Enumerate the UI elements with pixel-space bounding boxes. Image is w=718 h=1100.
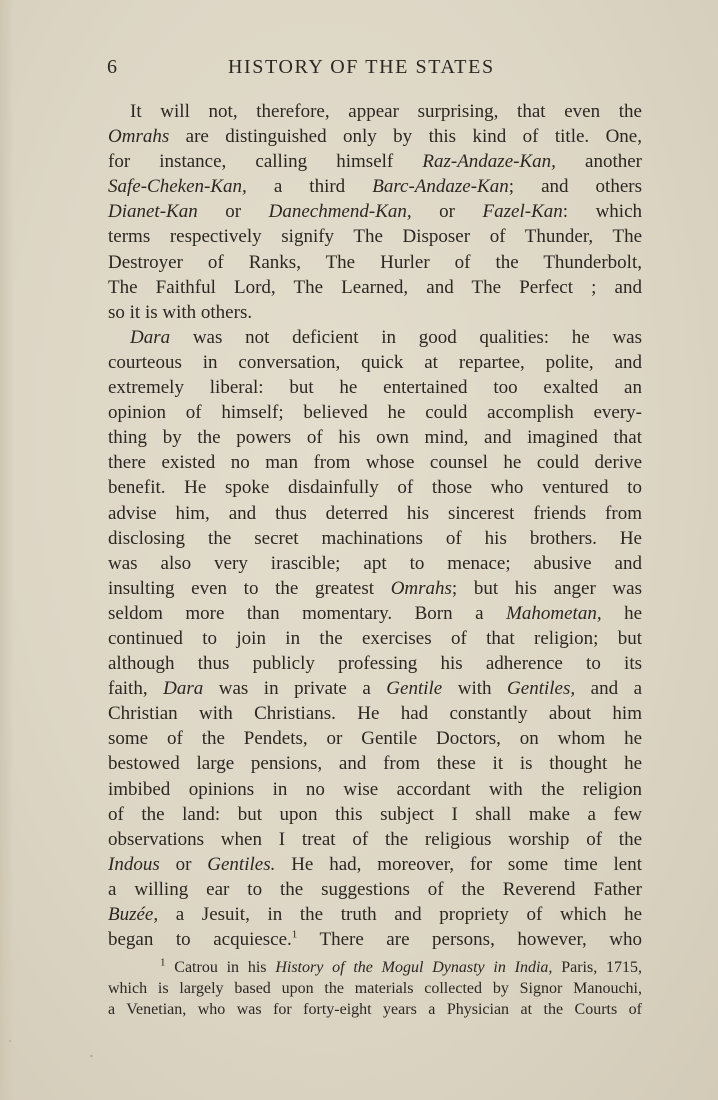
- text-line: so it is with others.: [108, 301, 253, 323]
- text-line: bestowed large pensions, and from these it is thought he: [108, 753, 642, 775]
- text-line: observations when I treat of the religious worship of the: [108, 828, 642, 850]
- page-edge-shadow: [0, 0, 14, 1100]
- text-line: some of the Pendets, or Gentile Doctors, on whom he: [108, 728, 642, 750]
- text-line: Safe-Cheken-Kan, a third Barc-Andaze-Kan; and others: [108, 176, 642, 198]
- text-line: extremely liberal: but he entertained too exalted an: [108, 377, 642, 399]
- text-line: Destroyer of Ranks, The Hurler of the Thunderbolt,: [108, 251, 642, 273]
- paper-speck: [90, 1055, 93, 1057]
- text-line: advise him, and thus deterred his sincerest friends from: [108, 502, 642, 524]
- text-line: seldom more than momentary. Born a Mahometan, he: [108, 602, 643, 624]
- text-line: insulting even to the greatest Omrahs; but his anger was: [108, 577, 642, 599]
- text-line: The Faithful Lord, The Learned, and The Perfect ; and: [108, 276, 642, 298]
- text-line: Indous or Gentiles. He had, moreover, for some time lent: [108, 853, 642, 875]
- running-head: [0, 56, 718, 84]
- text-line: Omrahs are distinguished only by this kind of title. One,: [108, 126, 642, 148]
- footnote-marker: 1: [291, 928, 298, 941]
- footnote-number: 1: [160, 956, 166, 969]
- text-line: began to acquiesce.$^1$ There are persons, however, who: [108, 928, 643, 951]
- footnote-line: a Venetian, who was for forty-eight years a Physician at the Courts of: [108, 1001, 642, 1018]
- body-text: [108, 99, 642, 952]
- text-line: faith, Dara was in private a Gentile with Gentiles, and a: [108, 678, 643, 700]
- text-line: imbibed opinions in no wise accordant with the religion: [108, 778, 642, 800]
- text-line: Buzée, a Jesuit, in the truth and propriety of which he: [108, 904, 642, 925]
- footnote: [108, 957, 642, 1020]
- text-line: Christian with Christians. He had constantly about him: [108, 703, 642, 725]
- page-number: 6: [107, 56, 118, 78]
- footnote-line: $^1$ Catrou in his History of the Mogul Dynasty in India, Paris, 1715,: [160, 956, 643, 976]
- text-line: although thus publicly professing his adherence to its: [108, 653, 642, 675]
- running-title: HISTORY OF THE STATES: [228, 56, 495, 78]
- text-line: there existed no man from whose counsel he could derive: [108, 452, 642, 474]
- text-line: Dianet-Kan or Danechmend-Kan, or Fazel-Kan: which: [108, 201, 642, 223]
- text-line: benefit. He spoke disdainfully of those who ventured to: [108, 477, 642, 499]
- text-line: for instance, calling himself Raz-Andaze-Kan, another: [108, 151, 642, 173]
- footnote-line: which is largely based upon the materials collected by Signor Manouchi,: [108, 980, 642, 997]
- text-line: It will not, therefore, appear surprising, that even the: [130, 101, 642, 122]
- text-line: Dara was not deficient in good qualities: he was: [130, 326, 642, 348]
- text-line: disclosing the secret machinations of his brothers. He: [108, 527, 642, 549]
- text-line: opinion of himself; believed he could accomplish every-: [108, 402, 642, 424]
- text-line: thing by the powers of his own mind, and imagined that: [108, 427, 642, 449]
- text-line: continued to join in the exercises of that religion; but: [108, 627, 642, 649]
- text-line: courteous in conversation, quick at repartee, polite, and: [108, 351, 642, 373]
- text-line: was also very irascible; apt to menace; abusive and: [108, 552, 642, 574]
- text-line: of the land: but upon this subject I shall make a few: [108, 803, 642, 825]
- text-line: a willing ear to the suggestions of the Reverend Father: [108, 878, 642, 900]
- text-line: terms respectively signify The Disposer of Thunder, The: [108, 226, 642, 248]
- paper-speck: [9, 1040, 11, 1042]
